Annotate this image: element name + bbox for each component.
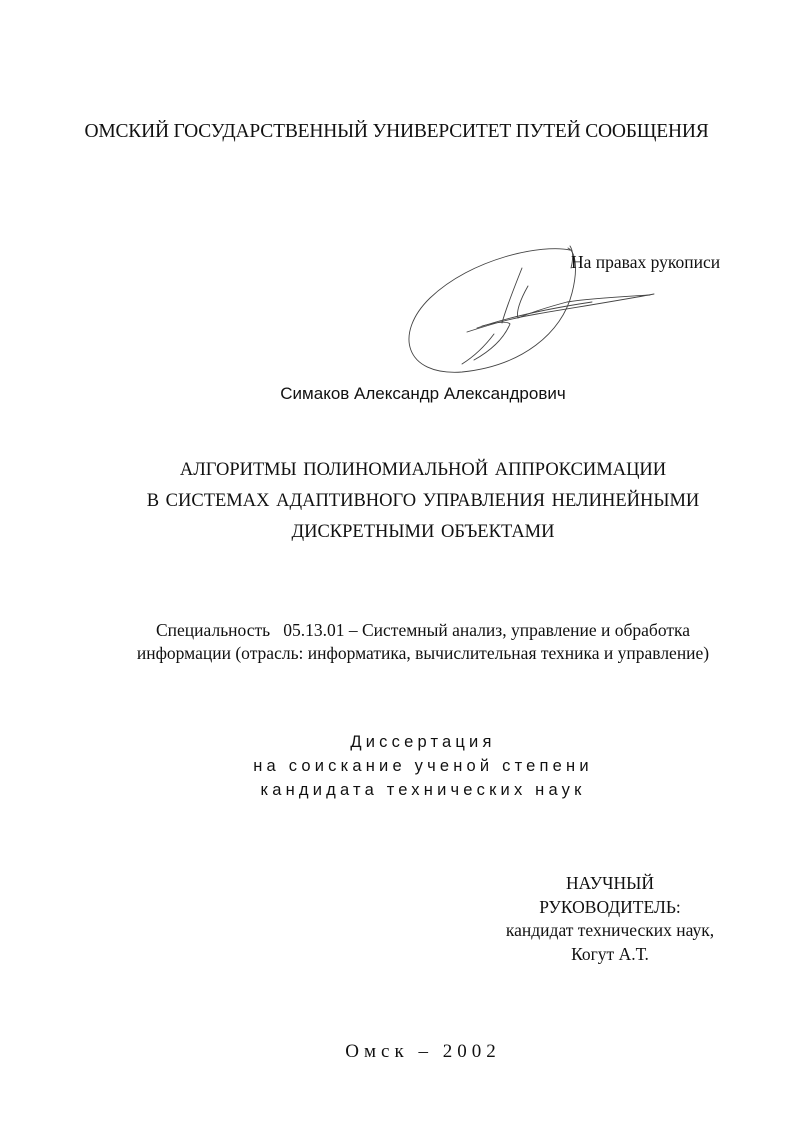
degree-line: Диссертация bbox=[350, 733, 496, 751]
specialty-block bbox=[0, 619, 793, 665]
title-line: ДИСКРЕТНЫМИ ОБЪЕКТАМИ bbox=[291, 522, 555, 542]
supervisor-line: РУКОВОДИТЕЛЬ: bbox=[539, 896, 681, 917]
university-name: ОМСКИЙ ГОСУДАРСТВЕННЫЙ УНИВЕРСИТЕТ ПУТЕЙ СООБЩЕНИЯ bbox=[84, 121, 709, 142]
degree-line: кандидата технических наук bbox=[260, 781, 586, 799]
author-name: Симаков Александр Александрович bbox=[280, 384, 566, 403]
city-year: Омск – 2002 bbox=[345, 1041, 501, 1062]
title-line: АЛГОРИТМЫ ПОЛИНОМИАЛЬНОЙ АППРОКСИМАЦИИ bbox=[179, 460, 667, 480]
supervisor-line: Когут А.Т. bbox=[571, 943, 649, 964]
title-line: В СИСТЕМАХ АДАПТИВНОГО УПРАВЛЕНИЯ НЕЛИНЕЙНЫМИ bbox=[146, 491, 700, 511]
dissertation-title bbox=[0, 455, 793, 548]
supervisor-line: кандидат технических наук, bbox=[505, 920, 715, 940]
specialty-line: Специальность 05.13.01 – Системный анализ, управление и обработка bbox=[156, 620, 690, 640]
supervisor-block bbox=[470, 872, 750, 966]
specialty-line: информации (отрасль: информатика, вычислительная техника и управление) bbox=[136, 643, 710, 663]
degree-line: на соискание ученой степени bbox=[253, 757, 593, 775]
manuscript-note: На правах рукописи bbox=[571, 252, 721, 272]
supervisor-line: НАУЧНЫЙ bbox=[565, 873, 655, 893]
degree-block bbox=[0, 730, 793, 802]
